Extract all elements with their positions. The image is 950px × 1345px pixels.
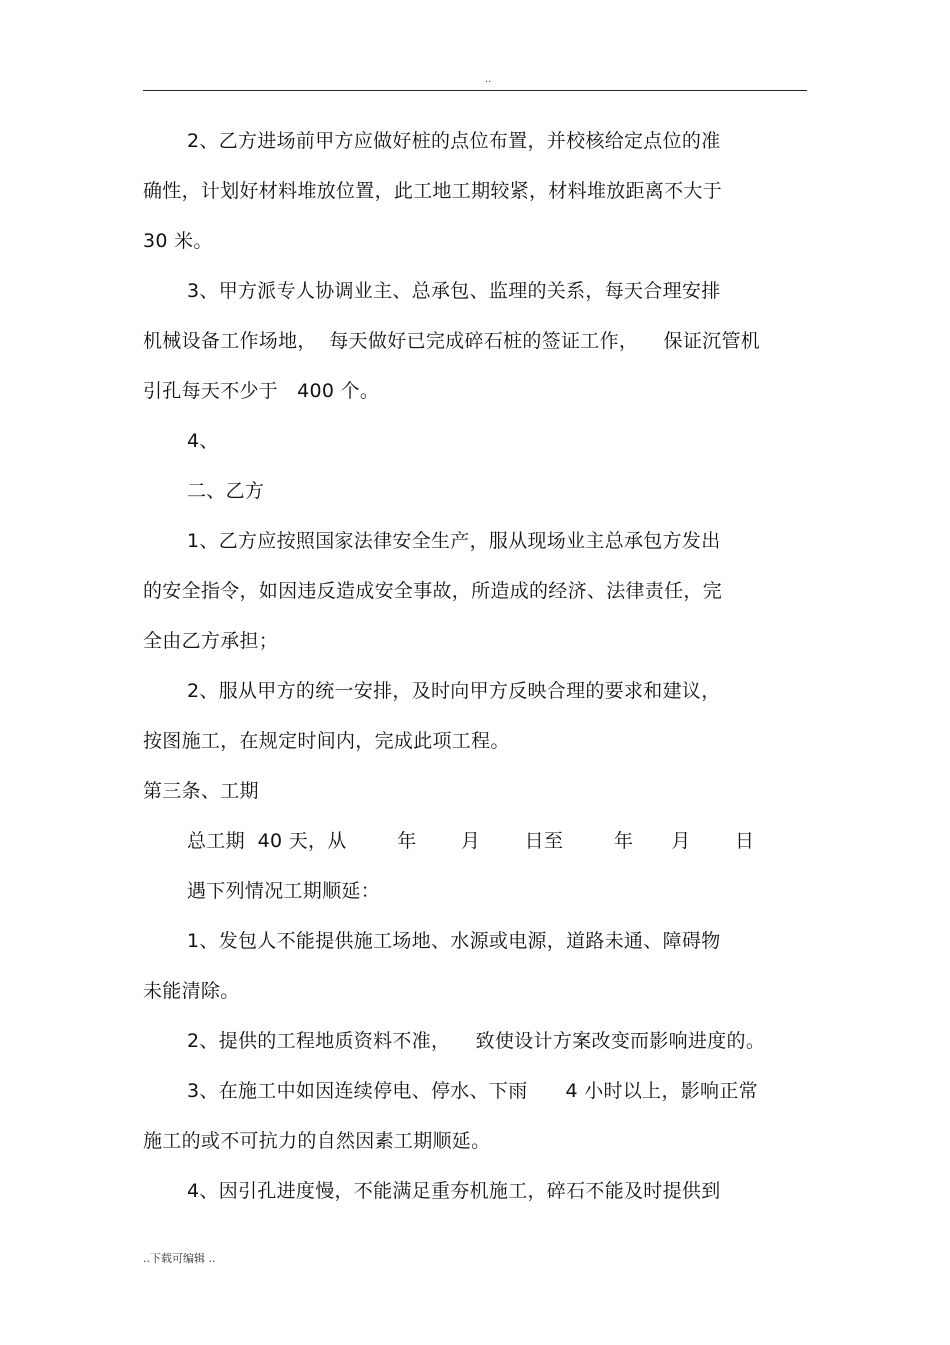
text-line: 总工期 40 天，从 年 月 日至 年 月 日 bbox=[187, 830, 755, 852]
text-line: 机械设备工作场地， 每天做好已完成碎石桩的签证工作， 保证沉管机 bbox=[143, 330, 761, 352]
text-line: 引孔每天不少于 400 个。 bbox=[143, 380, 380, 402]
text-line: 30 米。 bbox=[143, 230, 213, 252]
page-footer: ..下载可编辑 .. bbox=[143, 1252, 216, 1265]
text-line: 按图施工，在规定时间内，完成此项工程。 bbox=[143, 730, 510, 752]
text-line: 遇下列情况工期顺延： bbox=[187, 880, 381, 902]
text-line: 1、发包人不能提供施工场地、水源或电源，道路未通、障碍物 bbox=[187, 930, 721, 952]
section-heading: 二、乙方 bbox=[187, 480, 265, 502]
text-line: 未能清除。 bbox=[143, 980, 240, 1002]
text-line: 3、在施工中如因连续停电、停水、下雨 4 小时以上，影响正常 bbox=[187, 1080, 758, 1102]
text-line: 确性，计划好材料堆放位置，此工地工期较紧，材料堆放距离不大于 bbox=[143, 180, 723, 202]
text-line: 的安全指令，如因违反造成安全事故，所造成的经济、法律责任，完 bbox=[143, 580, 723, 602]
text-line: 4、因引孔进度慢，不能满足重夯机施工，碎石不能及时提供到 bbox=[187, 1180, 721, 1202]
text-line: 4、 bbox=[187, 430, 219, 452]
text-line: 1、乙方应按照国家法律安全生产，服从现场业主总承包方发出 bbox=[187, 530, 721, 552]
text-line: 3、甲方派专人协调业主、总承包、监理的关系，每天合理安排 bbox=[187, 280, 721, 302]
text-line: 2、提供的工程地质资料不准， 致使设计方案改变而影响进度的。 bbox=[187, 1030, 766, 1052]
text-line: 全由乙方承担； bbox=[143, 630, 279, 652]
text-line: 2、乙方进场前甲方应做好桩的点位布置，并校核给定点位的准 bbox=[187, 130, 721, 152]
article-heading: 第三条、工期 bbox=[143, 780, 259, 802]
text-line: 施工的或不可抗力的自然因素工期顺延。 bbox=[143, 1130, 491, 1152]
text-line: 2、服从甲方的统一安排，及时向甲方反映合理的要求和建议， bbox=[187, 680, 721, 702]
page-header-mark: .. bbox=[485, 74, 492, 85]
header-rule bbox=[143, 90, 807, 91]
